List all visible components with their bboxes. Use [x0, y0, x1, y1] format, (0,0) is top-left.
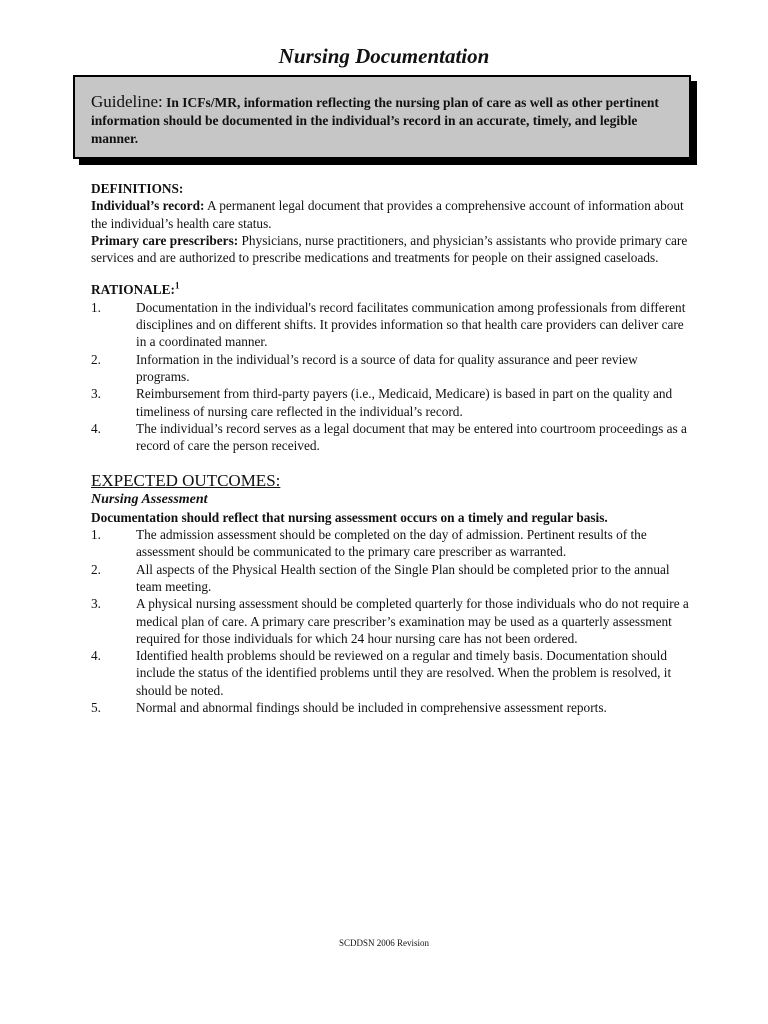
- definitions-heading: DEFINITIONS:: [91, 181, 184, 196]
- page-footer: SCDDSN 2006 Revision: [338, 938, 429, 948]
- definition-term: Individual’s record:: [91, 198, 205, 214]
- list-item: 4. Identified health problems should be reviewed on a regular and timely basis. Documentation should include the status of the identified problems until they are resolved. When the problem is resolved, it should be noted.: [91, 648, 672, 698]
- footnote-marker: 1: [174, 281, 180, 292]
- list-item: 4. The individual’s record serves as a legal document that may be entered into courtroom proceedings as a record of care the person received.: [91, 420, 687, 454]
- definition-item: [91, 197, 691, 232]
- expected-outcomes-heading: EXPECTED OUTCOMES:: [91, 471, 281, 491]
- definition-item: [91, 232, 691, 267]
- list-item: 5. Normal and abnormal findings should be included in comprehensive assessment reports.: [91, 700, 607, 716]
- guideline-text: In ICFs/MR, information reflecting the nursing plan of care as well as other pertinent information should be documented in the individual’s record in an accurate, timely, and legible manner.: [91, 95, 659, 146]
- list-item: 1. Documentation in the individual's record facilitates communication among professionals from different disciplines and on different shifts. It provides information so that health care providers can deliver care in a coordinated manner.: [91, 299, 686, 350]
- definition-text: Physicians, nurse practitioners, and physician’s assistants who provide primary care services and are authorized to prescribe medications and treatments for people on their assigned caseloads.: [91, 232, 688, 266]
- rationale-list: [91, 299, 691, 455]
- outcome-statement: Documentation should reflect that nursing assessment occurs on a timely and regular basis.: [91, 509, 608, 525]
- guideline-label: Guideline:: [91, 92, 163, 111]
- list-item: 2. All aspects of the Physical Health section of the Single Plan should be completed prior to the annual team meeting.: [91, 561, 670, 594]
- list-item: 3. A physical nursing assessment should be completed quarterly for those individuals who do not require a medical plan of care. A primary care prescriber’s examination may be used as a quarterly assessment required for those individuals for which 24 hour nursing care has not been ordered.: [91, 596, 689, 646]
- definition-term: Primary care prescribers:: [91, 232, 239, 248]
- document-body: [91, 180, 691, 716]
- list-item: 3. Reimbursement from third-party payers (i.e., Medicaid, Medicare) is based in part on the quality and timeliness of nursing care reflected in the individual’s record.: [91, 386, 673, 419]
- rationale-heading: RATIONALE:$^1$: [91, 281, 180, 298]
- outcomes-list: [91, 526, 691, 716]
- subsection-heading: Nursing Assessment: [91, 492, 208, 508]
- definition-text: A permanent legal document that provides a comprehensive account of information about the individual’s health care status.: [91, 198, 684, 231]
- page-title: Nursing Documentation: [278, 44, 490, 68]
- list-item: 2. Information in the individual’s record is a source of data for quality assurance and peer review programs.: [91, 351, 638, 384]
- list-item: 1. The admission assessment should be completed on the day of admission. Pertinent results of the assessment should be communicated to the primary care prescriber as warranted.: [91, 527, 647, 560]
- guideline-box: [73, 75, 691, 159]
